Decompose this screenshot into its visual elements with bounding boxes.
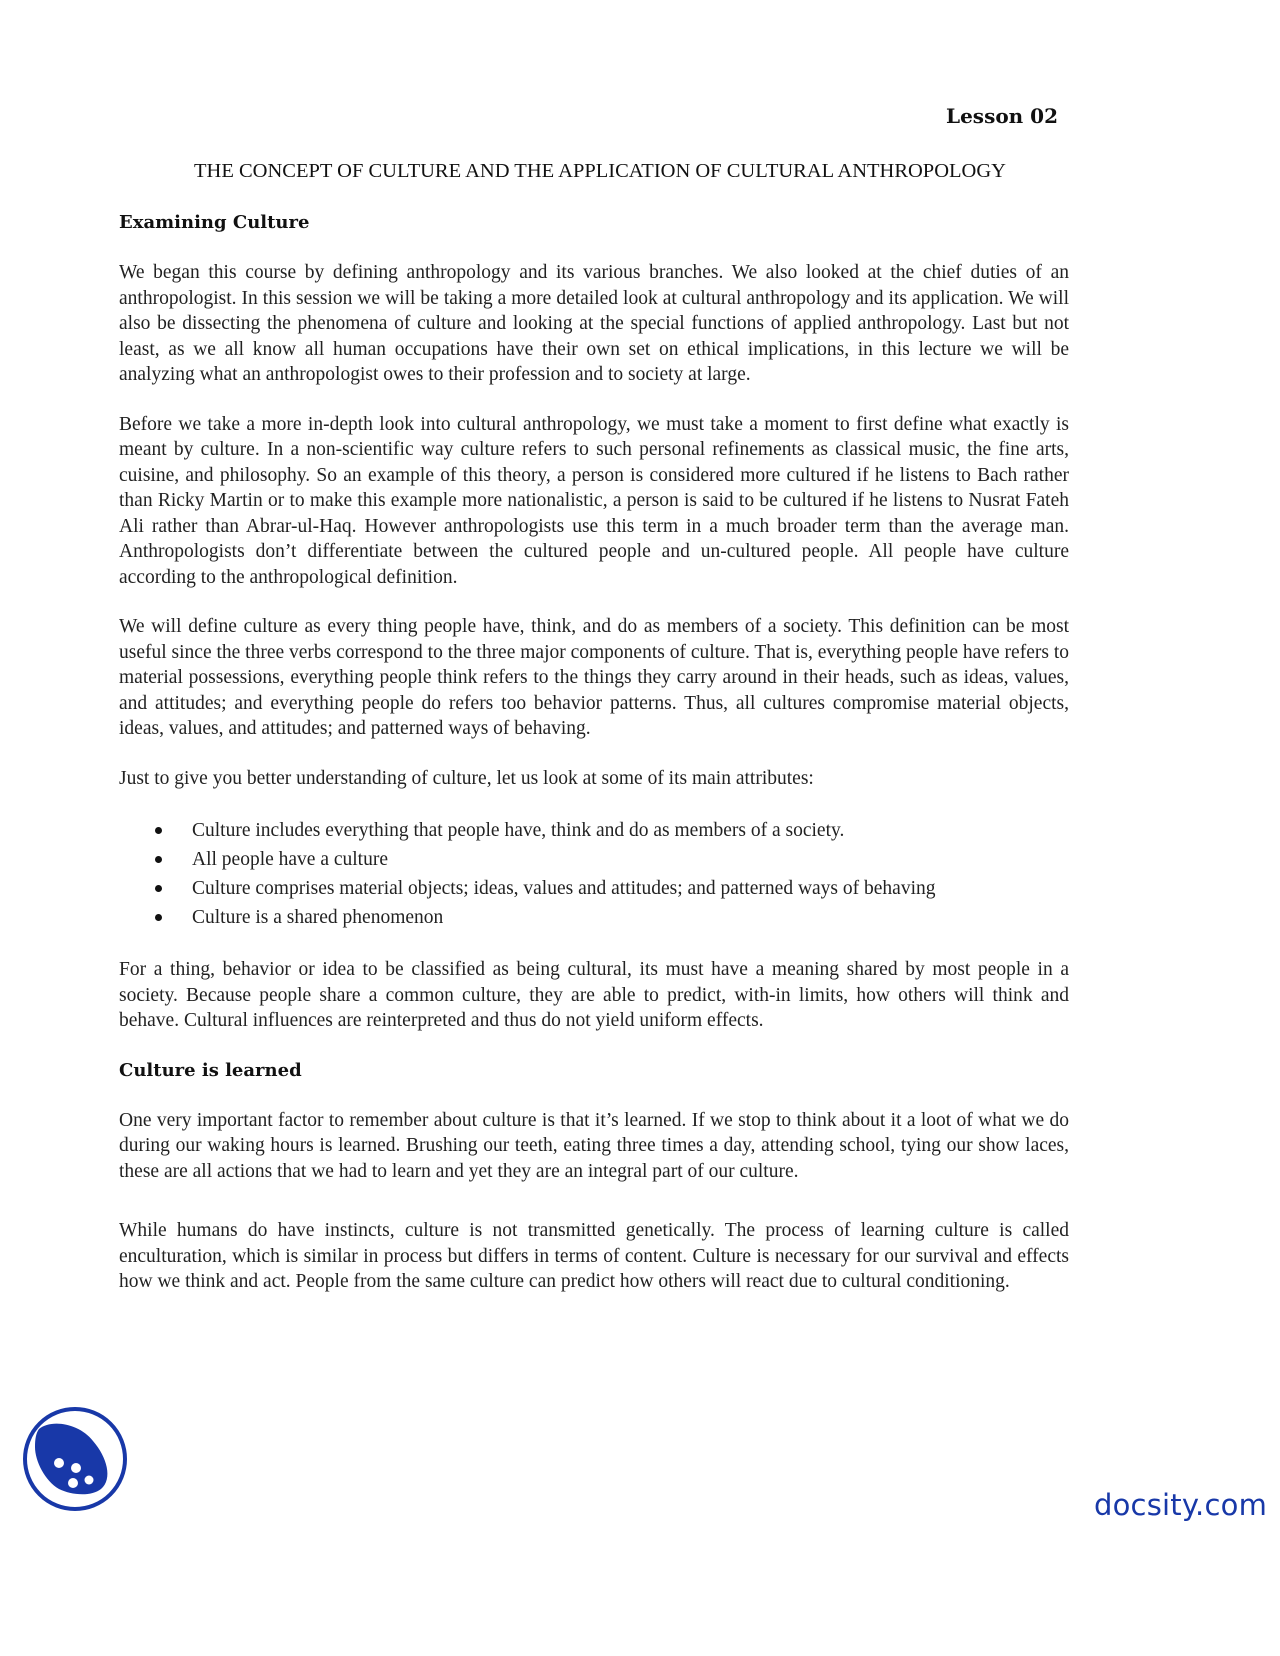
docsity-logo-icon[interactable] <box>21 1405 129 1513</box>
list-item <box>155 845 1069 874</box>
paragraph: One very important factor to remember about culture is that it’s learned. If we stop to think about it a loot of what we do during our waking hours is learned. Brushing our teeth, eating three times a day, attending school, tying our show laces, these are all actions that we had to learn and yet they are an integral part of our culture. <box>119 1109 1069 1182</box>
paragraph: Just to give you better understanding of culture, let us look at some of its main attributes: <box>119 767 814 789</box>
list-item <box>155 874 1069 903</box>
list-item <box>155 903 1069 932</box>
list-item-text: Culture comprises material objects; ideas, values and attitudes; and patterned ways of behaving <box>192 878 936 899</box>
paragraph: Before we take a more in-depth look into cultural anthropology, we must take a moment to first define what exactly is meant by culture. In a non-scientific way culture refers to such personal refinements as classical music, the fine arts, cuisine, and philosophy. So an example of this theory, a person is considered more cultured if he listens to Bach rather than Ricky Martin or to make this example more nationalistic, a person is said to be cultured if he listens to Nusrat Fateh Ali rather than Abrar-ul-Haq. However anthropologists use this term in a much broader term than the average man. Anthropologists don’t differentiate between the cultured people and un-cultured people. All people have culture according to the anthropological definition. <box>119 413 1069 588</box>
paragraph: We will define culture as every thing people have, think, and do as members of a society. This definition can be most useful since the three verbs correspond to the three major components of culture. That is, everything people have refers to material possessions, everything people think refers to the things they carry around in their heads, such as ideas, values, and attitudes; and everything people do refers too behavior patterns. Thus, all cultures compromise material objects, ideas, values, and attitudes; and patterned ways of behaving. <box>119 616 1069 739</box>
bullet-icon <box>155 914 162 921</box>
paragraph: While humans do have instincts, culture is not transmitted genetically. The process of learning culture is called enculturation, which is similar in process but differs in terms of content. Culture is necessary for our survival and effects how we think and act. People from the same culture can predict how others will react due to cultural conditioning. <box>119 1220 1069 1292</box>
bullet-icon <box>155 856 162 863</box>
document-body <box>119 210 1069 1295</box>
document-title: THE CONCEPT OF CULTURE AND THE APPLICATION OF CULTURAL ANTHROPOLOGY <box>194 160 1006 182</box>
list-item <box>155 816 1069 845</box>
section-heading-learned: Culture is learned <box>119 1059 302 1081</box>
docsity-brand-link[interactable]: docsity.com <box>1094 1488 1268 1522</box>
attributes-list <box>119 816 1069 932</box>
paragraph: For a thing, behavior or idea to be classified as being cultural, its must have a meaning shared by most people in a society. Because people share a common culture, they are able to predict, with-in limits, how others will think and behave. Cultural influences are reinterpreted and thus do not yield uniform effects. <box>119 959 1069 1031</box>
lesson-number: Lesson 02 <box>946 104 1058 128</box>
paragraph: We began this course by defining anthropology and its various branches. We also looked at the chief duties of an anthropologist. In this session we will be taking a more detailed look at cultural anthropology and its application. We will also be dissecting the phenomena of culture and looking at the special functions of applied anthropology. Last but not least, as we all know all human occupations have their own set on ethical implications, in this lecture we will be analyzing what an anthropologist owes to their profession and to society at large. <box>119 262 1069 385</box>
bullet-icon <box>155 885 162 892</box>
list-item-text: All people have a culture <box>192 849 388 870</box>
list-item-text: Culture includes everything that people have, think and do as members of a society. <box>192 820 845 841</box>
list-item-text: Culture is a shared phenomenon <box>192 907 444 928</box>
bullet-icon <box>155 827 162 834</box>
section-heading-examining: Examining Culture <box>119 212 310 233</box>
